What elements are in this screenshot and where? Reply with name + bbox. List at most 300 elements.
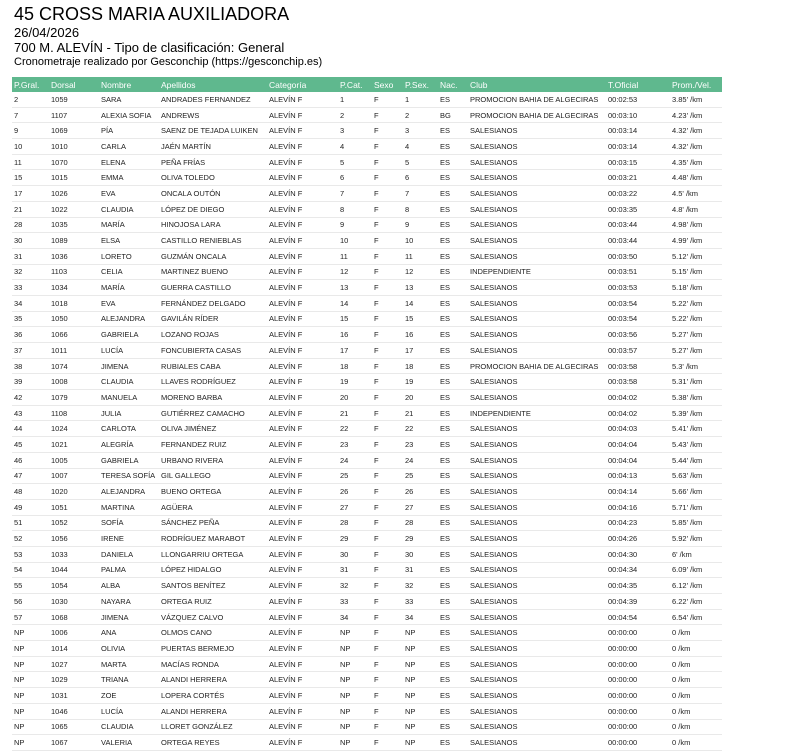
- prom-vel-cell: 4.32' /km: [670, 123, 722, 139]
- categoria-cell: ALEVÍN F: [267, 311, 338, 327]
- club-cell: SALESIANOS: [468, 248, 606, 264]
- toficial-cell: 00:03:44: [606, 233, 670, 249]
- col-header-nombre: Nombre: [99, 77, 159, 92]
- nombre-cell: GABRIELA: [99, 327, 159, 343]
- dorsal-cell: 1079: [49, 390, 99, 406]
- club-cell: SALESIANOS: [468, 499, 606, 515]
- nac-cell: ES: [438, 531, 468, 547]
- nac-cell: ES: [438, 374, 468, 390]
- pgral-cell: 55: [12, 578, 49, 594]
- nac-cell: ES: [438, 672, 468, 688]
- club-cell: SALESIANOS: [468, 625, 606, 641]
- nac-cell: ES: [438, 452, 468, 468]
- pgral-cell: 57: [12, 609, 49, 625]
- table-row: [12, 374, 722, 390]
- toficial-cell: 00:00:00: [606, 656, 670, 672]
- prom-vel-cell: 4.48' /km: [670, 170, 722, 186]
- nac-cell: ES: [438, 92, 468, 107]
- pcat-cell: NP: [338, 719, 372, 735]
- col-header-dorsal: Dorsal: [49, 77, 99, 92]
- club-cell: SALESIANOS: [468, 233, 606, 249]
- toficial-cell: 00:04:04: [606, 452, 670, 468]
- table-row: [12, 656, 722, 672]
- categoria-cell: ALEVÍN F: [267, 594, 338, 610]
- toficial-cell: 00:04:35: [606, 578, 670, 594]
- pgral-cell: 45: [12, 437, 49, 453]
- nombre-cell: PÍA: [99, 123, 159, 139]
- club-cell: SALESIANOS: [468, 468, 606, 484]
- pgral-cell: 38: [12, 358, 49, 374]
- sexo-cell: F: [372, 92, 403, 107]
- nombre-cell: SOFÍA: [99, 515, 159, 531]
- table-row: [12, 562, 722, 578]
- prom-vel-cell: 5.31' /km: [670, 374, 722, 390]
- nac-cell: ES: [438, 201, 468, 217]
- nac-cell: ES: [438, 484, 468, 500]
- dorsal-cell: 1033: [49, 546, 99, 562]
- categoria-cell: ALEVÍN F: [267, 735, 338, 751]
- table-row: [12, 546, 722, 562]
- pcat-cell: 7: [338, 186, 372, 202]
- nac-cell: ES: [438, 688, 468, 704]
- pcat-cell: 10: [338, 233, 372, 249]
- table-row: [12, 421, 722, 437]
- psex-cell: 16: [403, 327, 438, 343]
- toficial-cell: 00:04:02: [606, 405, 670, 421]
- toficial-cell: 00:03:58: [606, 358, 670, 374]
- nac-cell: ES: [438, 468, 468, 484]
- apellidos-cell: JAÉN MARTÍN: [159, 139, 267, 155]
- pgral-cell: 17: [12, 186, 49, 202]
- toficial-cell: 00:00:00: [606, 688, 670, 704]
- nac-cell: ES: [438, 233, 468, 249]
- dorsal-cell: 1066: [49, 327, 99, 343]
- sexo-cell: F: [372, 719, 403, 735]
- psex-cell: 8: [403, 201, 438, 217]
- prom-vel-cell: 0 /km: [670, 641, 722, 657]
- toficial-cell: 00:02:53: [606, 92, 670, 107]
- sexo-cell: F: [372, 452, 403, 468]
- nombre-cell: ANA: [99, 625, 159, 641]
- table-row: [12, 92, 722, 107]
- nombre-cell: OLIVIA: [99, 641, 159, 657]
- nombre-cell: MARTA: [99, 656, 159, 672]
- sexo-cell: F: [372, 405, 403, 421]
- apellidos-cell: GIL GALLEGO: [159, 468, 267, 484]
- nombre-cell: ZOE: [99, 688, 159, 704]
- apellidos-cell: GAVILÁN RÍDER: [159, 311, 267, 327]
- categoria-cell: ALEVÍN F: [267, 154, 338, 170]
- psex-cell: 34: [403, 609, 438, 625]
- category-line: 700 M. ALEVÍN - Tipo de clasificación: General: [14, 40, 285, 55]
- nombre-cell: ELSA: [99, 233, 159, 249]
- toficial-cell: 00:00:00: [606, 719, 670, 735]
- nac-cell: ES: [438, 217, 468, 233]
- toficial-cell: 00:04:30: [606, 546, 670, 562]
- prom-vel-cell: 0 /km: [670, 656, 722, 672]
- pgral-cell: 53: [12, 546, 49, 562]
- apellidos-cell: BUENO ORTEGA: [159, 484, 267, 500]
- prom-vel-cell: 5.18' /km: [670, 280, 722, 296]
- club-cell: PROMOCION BAHIA DE ALGECIRAS: [468, 92, 606, 107]
- table-row: [12, 280, 722, 296]
- toficial-cell: 00:00:00: [606, 735, 670, 751]
- dorsal-cell: 1056: [49, 531, 99, 547]
- sexo-cell: F: [372, 484, 403, 500]
- col-header-categoria: Categoría: [267, 77, 338, 92]
- nac-cell: ES: [438, 437, 468, 453]
- dorsal-cell: 1050: [49, 311, 99, 327]
- nombre-cell: CARLA: [99, 139, 159, 155]
- sexo-cell: F: [372, 562, 403, 578]
- nombre-cell: LUCÍA: [99, 703, 159, 719]
- club-cell: SALESIANOS: [468, 515, 606, 531]
- toficial-cell: 00:03:56: [606, 327, 670, 343]
- psex-cell: NP: [403, 735, 438, 751]
- dorsal-cell: 1052: [49, 515, 99, 531]
- nombre-cell: ALBA: [99, 578, 159, 594]
- dorsal-cell: 1022: [49, 201, 99, 217]
- pgral-cell: 54: [12, 562, 49, 578]
- nombre-cell: NAYARA: [99, 594, 159, 610]
- nac-cell: ES: [438, 343, 468, 359]
- club-cell: SALESIANOS: [468, 672, 606, 688]
- psex-cell: 4: [403, 139, 438, 155]
- club-cell: SALESIANOS: [468, 641, 606, 657]
- psex-cell: 12: [403, 264, 438, 280]
- nac-cell: ES: [438, 735, 468, 751]
- apellidos-cell: LÓPEZ HIDALGO: [159, 562, 267, 578]
- nac-cell: ES: [438, 641, 468, 657]
- dorsal-cell: 1024: [49, 421, 99, 437]
- prom-vel-cell: 5.44' /km: [670, 452, 722, 468]
- apellidos-cell: ANDRADES FERNANDEZ: [159, 92, 267, 107]
- dorsal-cell: 1051: [49, 499, 99, 515]
- psex-cell: 1: [403, 92, 438, 107]
- pgral-cell: 49: [12, 499, 49, 515]
- apellidos-cell: RUBIALES CABA: [159, 358, 267, 374]
- dorsal-cell: 1031: [49, 688, 99, 704]
- club-cell: SALESIANOS: [468, 374, 606, 390]
- apellidos-cell: FONCUBIERTA CASAS: [159, 343, 267, 359]
- categoria-cell: ALEVÍN F: [267, 405, 338, 421]
- sexo-cell: F: [372, 421, 403, 437]
- pgral-cell: 11: [12, 154, 49, 170]
- categoria-cell: ALEVÍN F: [267, 264, 338, 280]
- club-cell: INDEPENDIENTE: [468, 264, 606, 280]
- nombre-cell: CELIA: [99, 264, 159, 280]
- pcat-cell: 19: [338, 374, 372, 390]
- table-row: [12, 641, 722, 657]
- nac-cell: ES: [438, 139, 468, 155]
- pcat-cell: NP: [338, 672, 372, 688]
- pcat-cell: 15: [338, 311, 372, 327]
- nac-cell: ES: [438, 594, 468, 610]
- psex-cell: 27: [403, 499, 438, 515]
- apellidos-cell: SANTOS BENÍTEZ: [159, 578, 267, 594]
- club-cell: SALESIANOS: [468, 311, 606, 327]
- nac-cell: ES: [438, 609, 468, 625]
- dorsal-cell: 1065: [49, 719, 99, 735]
- categoria-cell: ALEVÍN F: [267, 452, 338, 468]
- pcat-cell: 22: [338, 421, 372, 437]
- dorsal-cell: 1036: [49, 248, 99, 264]
- sexo-cell: F: [372, 233, 403, 249]
- nac-cell: ES: [438, 311, 468, 327]
- apellidos-cell: LOZANO ROJAS: [159, 327, 267, 343]
- apellidos-cell: MORENO BARBA: [159, 390, 267, 406]
- pcat-cell: 13: [338, 280, 372, 296]
- pcat-cell: NP: [338, 703, 372, 719]
- prom-vel-cell: 5.22' /km: [670, 311, 722, 327]
- prom-vel-cell: 6.22' /km: [670, 594, 722, 610]
- apellidos-cell: PUERTAS BERMEJO: [159, 641, 267, 657]
- table-row: [12, 531, 722, 547]
- table-row: [12, 484, 722, 500]
- categoria-cell: ALEVÍN F: [267, 641, 338, 657]
- psex-cell: 10: [403, 233, 438, 249]
- toficial-cell: 00:00:00: [606, 703, 670, 719]
- club-cell: SALESIANOS: [468, 139, 606, 155]
- psex-cell: 6: [403, 170, 438, 186]
- nac-cell: ES: [438, 123, 468, 139]
- table-row: [12, 295, 722, 311]
- sexo-cell: F: [372, 594, 403, 610]
- pgral-cell: 10: [12, 139, 49, 155]
- nombre-cell: CLAUDIA: [99, 374, 159, 390]
- nombre-cell: ELENA: [99, 154, 159, 170]
- dorsal-cell: 1005: [49, 452, 99, 468]
- nombre-cell: MANUELA: [99, 390, 159, 406]
- categoria-cell: ALEVÍN F: [267, 421, 338, 437]
- dorsal-cell: 1011: [49, 343, 99, 359]
- apellidos-cell: GUERRA CASTILLO: [159, 280, 267, 296]
- prom-vel-cell: 6.09' /km: [670, 562, 722, 578]
- pgral-cell: 36: [12, 327, 49, 343]
- pgral-cell: 7: [12, 107, 49, 123]
- apellidos-cell: AGÜERA: [159, 499, 267, 515]
- pgral-cell: 51: [12, 515, 49, 531]
- nac-cell: ES: [438, 358, 468, 374]
- sexo-cell: F: [372, 390, 403, 406]
- club-cell: SALESIANOS: [468, 703, 606, 719]
- psex-cell: 33: [403, 594, 438, 610]
- pgral-cell: 56: [12, 594, 49, 610]
- pcat-cell: 2: [338, 107, 372, 123]
- categoria-cell: ALEVÍN F: [267, 625, 338, 641]
- nac-cell: ES: [438, 703, 468, 719]
- pcat-cell: 24: [338, 452, 372, 468]
- nombre-cell: MARTINA: [99, 499, 159, 515]
- toficial-cell: 00:03:35: [606, 201, 670, 217]
- prom-vel-cell: 5.66' /km: [670, 484, 722, 500]
- psex-cell: 2: [403, 107, 438, 123]
- apellidos-cell: FERNANDEZ RUIZ: [159, 437, 267, 453]
- sexo-cell: F: [372, 311, 403, 327]
- col-header-apellidos: Apellidos: [159, 77, 267, 92]
- categoria-cell: ALEVÍN F: [267, 139, 338, 155]
- club-cell: SALESIANOS: [468, 688, 606, 704]
- apellidos-cell: HINOJOSA LARA: [159, 217, 267, 233]
- dorsal-cell: 1015: [49, 170, 99, 186]
- nombre-cell: PALMA: [99, 562, 159, 578]
- sexo-cell: F: [372, 343, 403, 359]
- pcat-cell: 14: [338, 295, 372, 311]
- prom-vel-cell: 5.92' /km: [670, 531, 722, 547]
- toficial-cell: 00:03:21: [606, 170, 670, 186]
- nac-cell: BG: [438, 107, 468, 123]
- categoria-cell: ALEVÍN F: [267, 609, 338, 625]
- nac-cell: ES: [438, 264, 468, 280]
- pgral-cell: NP: [12, 672, 49, 688]
- pcat-cell: 26: [338, 484, 372, 500]
- categoria-cell: ALEVÍN F: [267, 201, 338, 217]
- table-row: [12, 233, 722, 249]
- club-cell: SALESIANOS: [468, 546, 606, 562]
- pcat-cell: 25: [338, 468, 372, 484]
- sexo-cell: F: [372, 139, 403, 155]
- apellidos-cell: OLIVA TOLEDO: [159, 170, 267, 186]
- table-row: [12, 735, 722, 751]
- nombre-cell: ALEJANDRA: [99, 311, 159, 327]
- pcat-cell: 17: [338, 343, 372, 359]
- club-cell: SALESIANOS: [468, 437, 606, 453]
- psex-cell: 5: [403, 154, 438, 170]
- prom-vel-cell: 0 /km: [670, 688, 722, 704]
- prom-vel-cell: 5.43' /km: [670, 437, 722, 453]
- categoria-cell: ALEVÍN F: [267, 123, 338, 139]
- toficial-cell: 00:03:15: [606, 154, 670, 170]
- psex-cell: NP: [403, 656, 438, 672]
- col-header-toficial: T.Oficial: [606, 77, 670, 92]
- categoria-cell: ALEVÍN F: [267, 719, 338, 735]
- table-row: [12, 123, 722, 139]
- categoria-cell: ALEVÍN F: [267, 107, 338, 123]
- toficial-cell: 00:03:57: [606, 343, 670, 359]
- apellidos-cell: ANDREWS: [159, 107, 267, 123]
- prom-vel-cell: 5.3' /km: [670, 358, 722, 374]
- table-row: [12, 515, 722, 531]
- prom-vel-cell: 5.22' /km: [670, 295, 722, 311]
- table-row: [12, 139, 722, 155]
- table-row: [12, 154, 722, 170]
- pcat-cell: 5: [338, 154, 372, 170]
- categoria-cell: ALEVÍN F: [267, 437, 338, 453]
- nac-cell: ES: [438, 562, 468, 578]
- club-cell: SALESIANOS: [468, 295, 606, 311]
- prom-vel-cell: 0 /km: [670, 625, 722, 641]
- toficial-cell: 00:03:54: [606, 311, 670, 327]
- table-row: [12, 719, 722, 735]
- apellidos-cell: OLIVA JIMÉNEZ: [159, 421, 267, 437]
- sexo-cell: F: [372, 609, 403, 625]
- col-header-prom-vel: Prom./Vel.: [670, 77, 722, 92]
- apellidos-cell: LLAVES RODRÍGUEZ: [159, 374, 267, 390]
- prom-vel-cell: 4.23' /km: [670, 107, 722, 123]
- psex-cell: 20: [403, 390, 438, 406]
- club-cell: SALESIANOS: [468, 390, 606, 406]
- prom-vel-cell: 6' /km: [670, 546, 722, 562]
- pgral-cell: 28: [12, 217, 49, 233]
- toficial-cell: 00:04:04: [606, 437, 670, 453]
- apellidos-cell: RODRÍGUEZ MARABOT: [159, 531, 267, 547]
- pcat-cell: NP: [338, 656, 372, 672]
- apellidos-cell: ORTEGA RUIZ: [159, 594, 267, 610]
- psex-cell: 7: [403, 186, 438, 202]
- pcat-cell: NP: [338, 625, 372, 641]
- nombre-cell: CLAUDIA: [99, 719, 159, 735]
- pgral-cell: 39: [12, 374, 49, 390]
- toficial-cell: 00:04:39: [606, 594, 670, 610]
- dorsal-cell: 1034: [49, 280, 99, 296]
- psex-cell: 32: [403, 578, 438, 594]
- dorsal-cell: 1069: [49, 123, 99, 139]
- prom-vel-cell: 5.27' /km: [670, 327, 722, 343]
- nombre-cell: EMMA: [99, 170, 159, 186]
- sexo-cell: F: [372, 578, 403, 594]
- categoria-cell: ALEVÍN F: [267, 703, 338, 719]
- nombre-cell: JULIA: [99, 405, 159, 421]
- club-cell: SALESIANOS: [468, 327, 606, 343]
- pgral-cell: 48: [12, 484, 49, 500]
- categoria-cell: ALEVÍN F: [267, 343, 338, 359]
- pgral-cell: NP: [12, 688, 49, 704]
- dorsal-cell: 1030: [49, 594, 99, 610]
- table-row: [12, 594, 722, 610]
- club-cell: SALESIANOS: [468, 656, 606, 672]
- pcat-cell: NP: [338, 641, 372, 657]
- sexo-cell: F: [372, 735, 403, 751]
- table-row: [12, 672, 722, 688]
- sexo-cell: F: [372, 499, 403, 515]
- header-row: [12, 77, 722, 92]
- club-cell: SALESIANOS: [468, 562, 606, 578]
- sexo-cell: F: [372, 280, 403, 296]
- sexo-cell: F: [372, 217, 403, 233]
- pcat-cell: 30: [338, 546, 372, 562]
- dorsal-cell: 1027: [49, 656, 99, 672]
- table-row: [12, 201, 722, 217]
- sexo-cell: F: [372, 437, 403, 453]
- toficial-cell: 00:04:14: [606, 484, 670, 500]
- col-header-sexo: Sexo: [372, 77, 403, 92]
- sexo-cell: F: [372, 201, 403, 217]
- results-table: [12, 77, 722, 751]
- dorsal-cell: 1074: [49, 358, 99, 374]
- toficial-cell: 00:03:53: [606, 280, 670, 296]
- nac-cell: ES: [438, 248, 468, 264]
- table-row: [12, 499, 722, 515]
- sexo-cell: F: [372, 170, 403, 186]
- psex-cell: 30: [403, 546, 438, 562]
- nac-cell: ES: [438, 421, 468, 437]
- nombre-cell: VALERIA: [99, 735, 159, 751]
- sexo-cell: F: [372, 154, 403, 170]
- pgral-cell: 46: [12, 452, 49, 468]
- toficial-cell: 00:04:13: [606, 468, 670, 484]
- pcat-cell: 1: [338, 92, 372, 107]
- apellidos-cell: ONCALA OUTÓN: [159, 186, 267, 202]
- categoria-cell: ALEVÍN F: [267, 170, 338, 186]
- pcat-cell: 6: [338, 170, 372, 186]
- toficial-cell: 00:04:03: [606, 421, 670, 437]
- prom-vel-cell: 0 /km: [670, 672, 722, 688]
- sexo-cell: F: [372, 186, 403, 202]
- prom-vel-cell: 0 /km: [670, 703, 722, 719]
- apellidos-cell: SÁNCHEZ PEÑA: [159, 515, 267, 531]
- sexo-cell: F: [372, 468, 403, 484]
- categoria-cell: ALEVÍN F: [267, 358, 338, 374]
